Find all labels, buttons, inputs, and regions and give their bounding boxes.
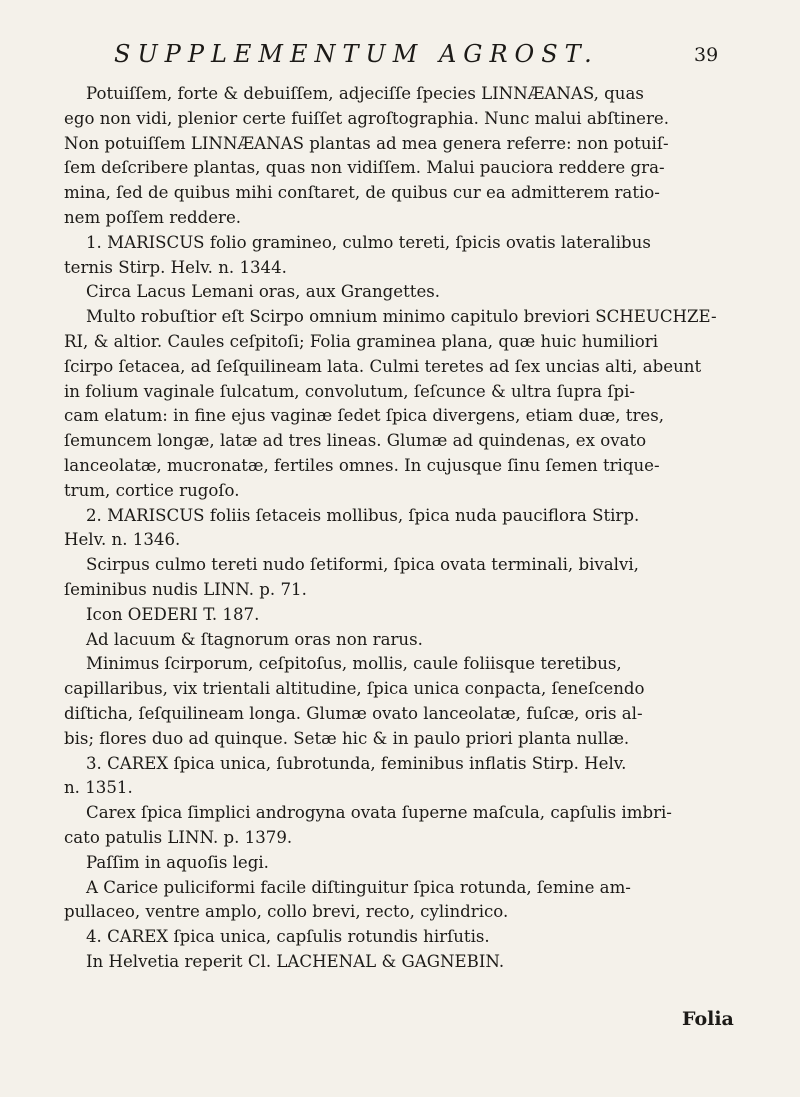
text-line: Carex ſpica ſimplici androgyna ovata ſuperne maſcula, capſulis imbri-	[86, 803, 672, 823]
text-line: ternis Stirp. Helv. n. 1344.	[64, 257, 287, 277]
text-line: ſcirpo ſetacea, ad ſeſquilineam lata. Culmi teretes ad ſex uncias alti, abeunt	[64, 356, 702, 376]
text-line: capillaribus, vix trientali altitudine, ſpica unica conpacta, ſeneſcendo	[64, 679, 645, 699]
text-line: 2. MARISCUS foliis ſetaceis mollibus, ſpica nuda pauciflora Stirp.	[86, 505, 640, 525]
text-line: trum, cortice rugoſo.	[64, 480, 240, 500]
text-line: Non potuiſſem LINNÆANAS plantas ad mea genera referre: non potuiſ-	[64, 133, 669, 153]
text-line: in folium vaginale ſulcatum, convolutum, ſeſcunce & ultra ſupra ſpi-	[64, 381, 636, 401]
text-line: ſemuncem longæ, latæ ad tres lineas. Glumæ ad quindenas, ex ovato	[64, 431, 647, 451]
text-line: Ad lacuum & ſtagnorum oras non rarus.	[86, 629, 423, 649]
catchword: Folia	[682, 1008, 734, 1030]
text-line: A Carice puliciformi facile diſtinguitur ſpica rotunda, ſemine am-	[86, 877, 631, 897]
text-line: Icon OEDERI T. 187.	[86, 604, 260, 624]
text-line: 3. CAREX ſpica unica, ſubrotunda, feminibus inflatis Stirp. Helv.	[86, 753, 627, 773]
text-line: nem poſſem reddere.	[64, 207, 242, 227]
text-line: ego non vidi, plenior certe fuiſſet agroſtographia. Nunc malui abſtinere.	[64, 108, 670, 128]
text-line: lanceolatæ, mucronatæ, fertiles omnes. In cujusque ſinu ſemen trique-	[64, 455, 660, 475]
text-line: 1. MARISCUS folio gramineo, culmo tereti, ſpicis ovatis lateralibus	[86, 232, 651, 252]
text-line: n. 1351.	[64, 778, 133, 798]
text-line: Multo robuſtior eſt Scirpo omnium minimo capitulo breviori SCHEUCHZE-	[86, 307, 717, 327]
text-body	[64, 82, 732, 975]
text-line: Paſſim in aquoſis legi.	[86, 852, 269, 872]
text-line: Potuiſſem, forte & debuiſſem, adjeciſſe ſpecies LINNÆANAS, quas	[86, 84, 644, 103]
text-line: mina, ſed de quibus mihi conſtaret, de quibus cur ea admitterem ratio-	[64, 183, 660, 203]
running-title: SUPPLEMENTUM AGROST.	[114, 40, 599, 68]
text-line: RI, & altior. Caules ceſpitoſi; Folia graminea plana, quæ huic humiliori	[64, 331, 659, 351]
text-line: diſticha, ſeſquilineam longa. Glumæ ovato lanceolatæ, fuſcæ, oris al-	[64, 703, 643, 723]
running-header	[114, 40, 719, 68]
text-line: pullaceo, ventre amplo, collo brevi, recto, cylindrico.	[64, 902, 509, 922]
text-line: In Helvetia reperit Cl. LACHENAL & GAGNEBIN.	[86, 951, 505, 971]
text-line: ſeminibus nudis LINN. p. 71.	[64, 579, 307, 599]
page-number: 39	[694, 44, 719, 66]
text-line: 4. CAREX ſpica unica, capſulis rotundis hirſutis.	[86, 927, 490, 947]
text-line: Minimus ſcirporum, ceſpitoſus, mollis, caule foliisque teretibus,	[86, 654, 622, 674]
text-line: cam elatum: in fine ejus vaginæ ſedet ſpica divergens, etiam duæ, tres,	[64, 406, 664, 426]
text-line: ſem deſcribere plantas, quas non vidiſſem. Malui pauciora reddere gra-	[64, 158, 665, 178]
text-line: Circa Lacus Lemani oras, aux Grangettes.	[86, 282, 441, 302]
text-line: cato patulis LINN. p. 1379.	[64, 827, 293, 847]
text-line: Scirpus culmo tereti nudo ſetiformi, ſpica ovata terminali, bivalvi,	[86, 555, 639, 575]
text-line: Helv. n. 1346.	[64, 530, 181, 550]
text-line: bis; flores duo ad quinque. Setæ hic & in paulo priori planta nullæ.	[64, 728, 630, 748]
